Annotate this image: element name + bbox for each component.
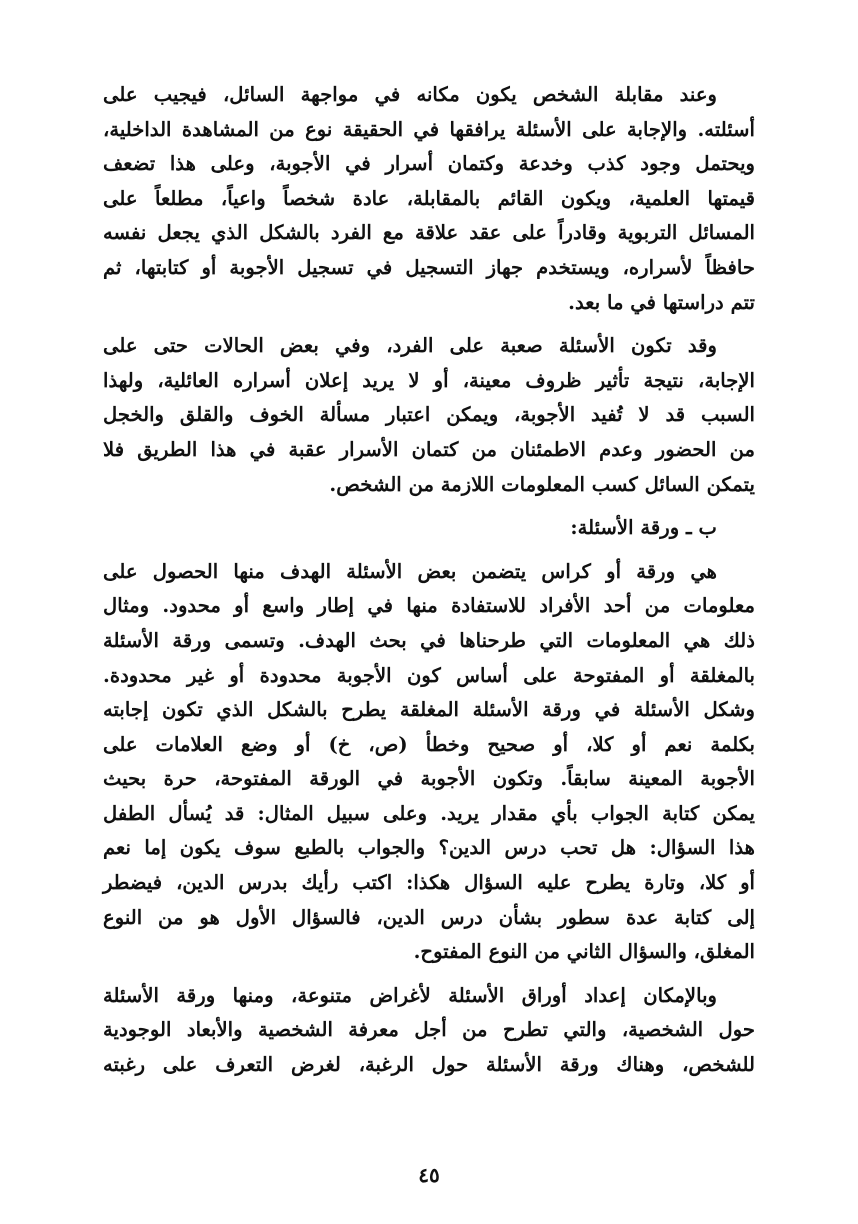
text-line: للشخص، وهناك ورقة الأسئلة حول الرغبة، لغرض التعرف على رغبته [103, 1053, 755, 1077]
text-line: ويحتمل وجود كذب وخدعة وكتمان أسرار في الأجوبة، وعلى هذا تضعف [103, 152, 755, 176]
text-line: المغلق، والسؤال الثاني من النوع المفتوح. [413, 940, 755, 964]
text-line: معلومات من أحد الأفراد للاستفادة منها في إطار واسع أو محدود. ومثال [103, 594, 755, 618]
text-line: يمكن كتابة الجواب بأي مقدار يريد. وعلى سبيل المثال: قد يُسأل الطفل [103, 801, 755, 825]
text-line: أسئلته. والإجابة على الأسئلة يرافقها في الحقيقة نوع من المشاهدة الداخلية، [103, 117, 755, 141]
text-line: إلى كتابة عدة سطور بشأن درس الدين، فالسؤال الأول هو من النوع [103, 905, 755, 929]
text-line: حول الشخصية، والتي تطرح من أجل معرفة الشخصية والأبعاد الوجودية [103, 1018, 755, 1042]
text-line: بكلمة نعم أو كلا، أو صحيح وخطأ (ص، خ) أو وضع العلامات على [103, 732, 755, 756]
text-line: المسائل التربوية وقادراً على عقد علاقة مع الفرد بالشكل الذي يجعل نفسه [103, 221, 755, 245]
text-line: بالمغلقة أو المفتوحة على أساس كون الأجوبة محدودة أو غير محدودة. [103, 663, 755, 687]
page-body [103, 78, 755, 1083]
text-line: وعند مقابلة الشخص يكون مكانه في مواجهة السائل، فيجيب على [103, 83, 717, 106]
text-line: هذا السؤال: هل تحب درس الدين؟ والجواب بالطبع سوف يكون إما نعم [103, 836, 755, 860]
paragraph-questionnaire [103, 555, 755, 970]
page-number: ٤٥ [418, 1163, 440, 1187]
text-line: السبب قد لا تُفيد الأجوبة، ويمكن اعتبار مسألة الخوف والقلق والخجل [103, 403, 755, 427]
text-line: قيمتها العلمية، ويكون القائم بالمقابلة، عادة شخصاً واعياً، مطلعاً على [103, 186, 755, 210]
text-line: يتمكن السائل كسب المعلومات اللازمة من الشخص. [329, 472, 755, 496]
paragraph-purposes [103, 979, 755, 1083]
text-line: وبالإمكان إعداد أوراق الأسئلة لأغراض متنوعة، ومنها ورقة الأسئلة [103, 983, 717, 1007]
text-line: وقد تكون الأسئلة صعبة على الفرد، وفي بعض الحالات حتى على [103, 334, 717, 358]
text-line: من الحضور وعدم الاطمئنان من كتمان الأسرار عقبة في هذا الطريق فلا [103, 437, 755, 461]
text-line: تتم دراستها في ما بعد. [568, 290, 755, 314]
paragraph-interview [103, 78, 755, 320]
text-line: حافظاً لأسراره، ويستخدم جهاز التسجيل في تسجيل الأجوبة أو كتابتها، ثم [103, 255, 755, 279]
text-line: الإجابة، نتيجة تأثير ظروف معينة، أو لا يريد إعلان أسراره العائلية، ولهذا [103, 368, 755, 392]
text-line: وشكل الأسئلة في ورقة الأسئلة المغلقة يطرح بالشكل الذي تكون إجابته [103, 698, 755, 722]
text-line: الأجوبة المعينة سابقاً. وتكون الأجوبة في الورقة المفتوحة، حرة بحيث [103, 767, 755, 791]
text-line: هي ورقة أو كراس يتضمن بعض الأسئلة الهدف منها الحصول على [103, 559, 717, 583]
text-line: ذلك هي المعلومات التي طرحناها في بحث الهدف. وتسمى ورقة الأسئلة [103, 628, 755, 652]
section-heading: ب ـ ورقة الأسئلة: [570, 516, 717, 540]
paragraph-difficulties [103, 329, 755, 502]
text-line: أو كلا، وتارة يطرح عليه السؤال هكذا: اكتب رأيك بدرس الدين، فيضطر [103, 871, 755, 895]
